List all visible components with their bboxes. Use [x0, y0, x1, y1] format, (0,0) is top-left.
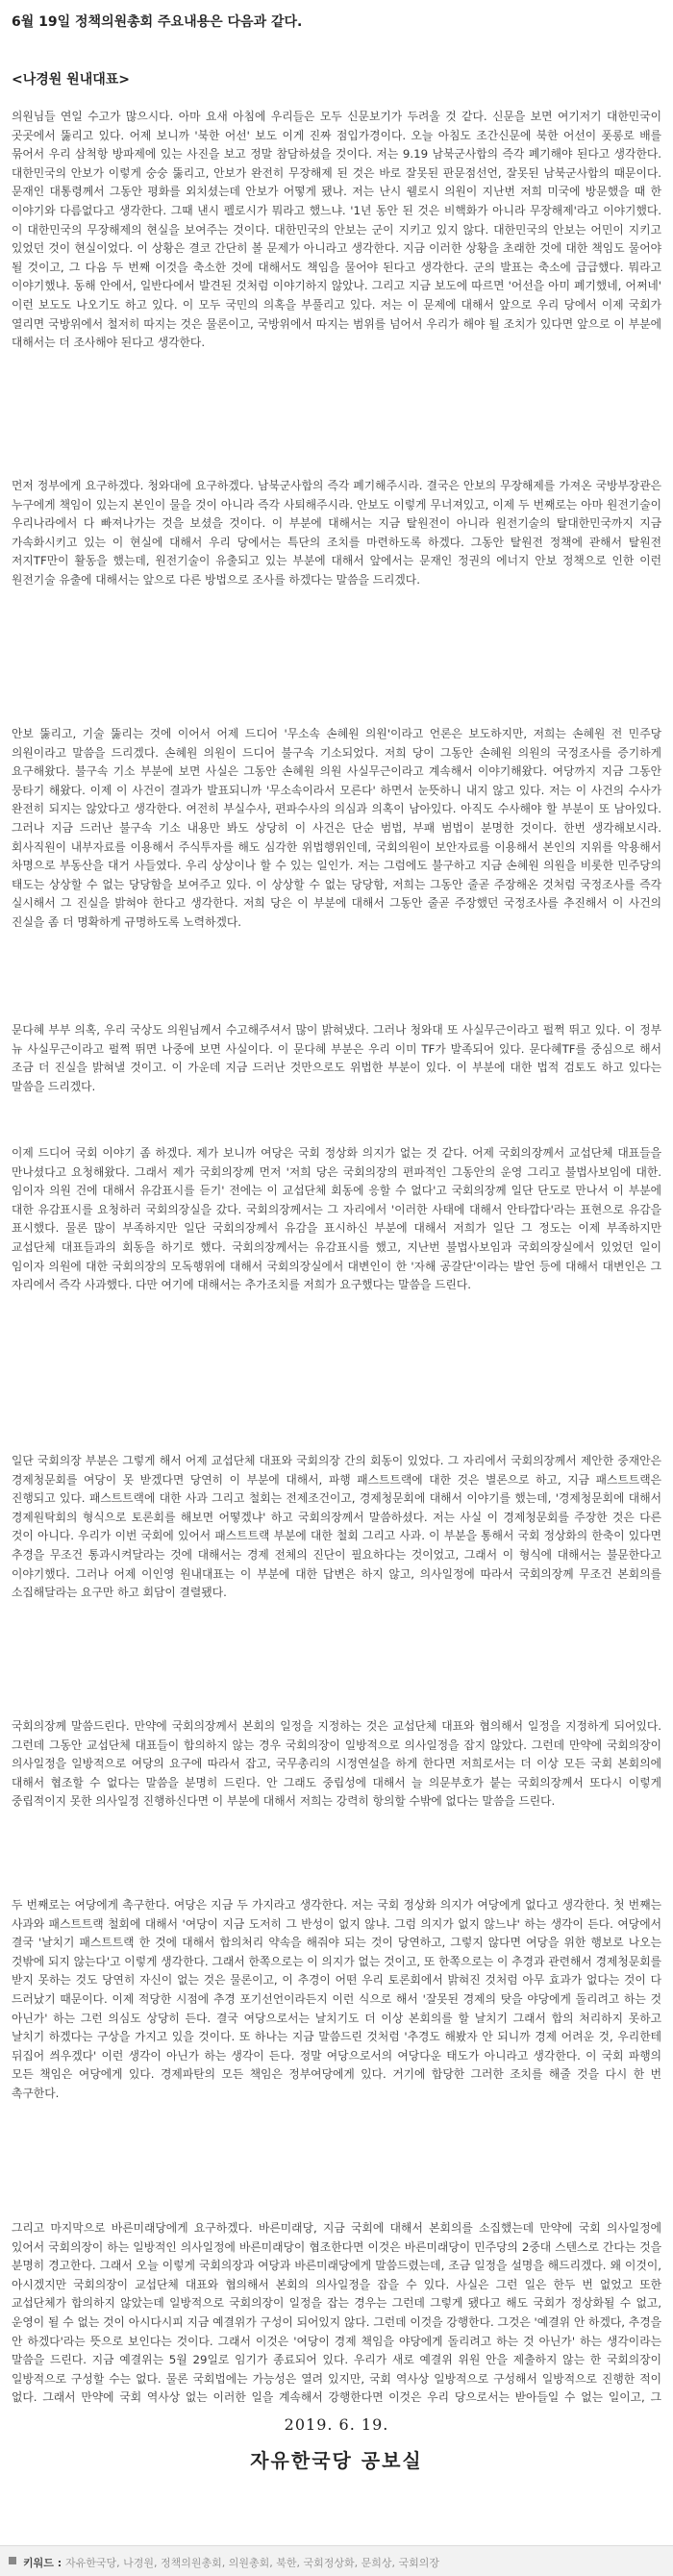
keywords-list[interactable]: 자유한국당, 나경원, 정책의원총회, 의원총회, 북한, 국회정상화, 문희상, 국회의장 [65, 2557, 439, 2569]
paragraph-7: 국회의장께 말씀드린다. 만약에 국회의장께서 본회의 일정을 지정하는 것은 교섭단체 대표와 협의해서 일정을 지정하게 되어있다. 그런데 그동안 교섭단체 대표들이 합의하지 않는 경우 국회의장이 일방적으로 의사일정을 잡지 않았다. 그런데 만약에 국회의장이 의사일정을 일방적으로 여당의 요구에 따라서 잡고, 국무총리의 시정연설을 하게 한다면 저희로서는 더 이상 모든 국회 본회의에 대해서 협조할 수 없다는 말씀을 분명히 드린다. 안 그래도 중립성에 대해서 늘 의문부호가 붙는 국회의장께서 또다시 이렇게 중립적이지 못한 의사일정 진행하신다면 이 부분에 대해서 저희는 강력히 항의할 수밖에 없다는 말씀을 드린다. [12, 1719, 661, 1809]
paragraph-4: 문다혜 부부 의혹, 우리 국상도 의원님께서 수고해주셔서 많이 밝혀냈다. 그러나 청와대 또 사실무근이라고 펄쩍 뛰고 있다. 이 정부 뉴 사실무근이라고 펄쩍 뛰면 나중에 보면 사실이다. 이 문다혜 부분은 우리 이미 TF가 발족되어 있다. 문다혜TF를 중심으로 해서 조금 더 진실을 밝혀낼 것이고. 이 가운데 지금 드러난 것만으로도 위법한 부분이 있다. 이 부분에 대한 법적 검토도 하고 있다는 말씀을 드리겠다. [12, 1023, 661, 1093]
release-date: 2019. 6. 19. [284, 2415, 389, 2434]
keyword-bar [0, 2545, 673, 2576]
speaker-title: <나경원 원내대표> [12, 72, 131, 88]
organization-name: 자유한국당 공보실 [250, 2449, 423, 2472]
tag-icon [8, 2556, 17, 2565]
paragraph-2: 먼저 정부에게 요구하겠다. 청와대에 요구하겠다. 남북군사합의 즉각 폐기해주시라. 결국은 안보의 무장해제를 가져온 국방부장관은 누구에게 책임이 있는지 본인이 물을 것이 아니라 즉각 사퇴해주시라. 안보도 이렇게 무너져있고, 이제 두 번째로는 아마 원전기술이 우리나라에서 다 빠져나가는 것을 보셨을 것이다. 이 부분에 대해서는 지금 탈원전이 아니라 원전기술의 탈대한민국까지 지금 가속화시키고 있는 이 현실에 대해서 우리 당에서는 특단의 조치를 마련하도록 하겠다. 그동안 탈원전 정책에 관해서 탈원전 저지TF만이 활동을 했는데, 원전기술이 유출되고 있는 부분에 대해서 앞에서는 문재인 정권의 에너지 안보 정책으로 인한 이런 원전기술 유출에 대해서는 앞으로 다른 방법으로 조사를 하겠다는 말씀을 드리겠다. [12, 479, 661, 587]
paragraph-8: 두 번째로는 여당에게 촉구한다. 여당은 지금 두 가지라고 생각한다. 저는 국회 정상화 의지가 여당에게 없다고 생각한다. 첫 번째는 사과와 패스트트랙 철회에 대해서 '여당이 지금 도저히 그 반성이 없지 않냐. 그럼 의지가 없지 않느냐' 하는 생각이 든다. 여당에서 결국 '날치기 패스트트랙 한 것에 대해서 합의처리 약속을 해줘야 되는 것이 당연하고, 그렇지 않다면 여당을 위한 행보로 나오는 것밖에 되지 않는다'고 이렇게 생각한다. 그래서 한쪽으로는 이 의지가 없는 것이고, 또 한쪽으로는 이 추경과 관련해서 경제청문회를 받지 못하는 것도 당연히 자신이 없는 것은 물론이고, 이 추경이 어떤 우리 토론회에서 밝혀진 것처럼 아무 효과가 없다는 것이 다 드러났기 때문이다. 이제 적당한 시점에 추경 포기선언이라든지 이런 식으로 해서 '잘못된 경제의 탓을 야당에게 돌리려고 하는 것 아닌가' 하는 그런 의심도 상당히 든다. 결국 여당으로서는 날치기도 더 이상 본회의를 할 날치기 그래서 합의 처리하지 못하고 날치기 하겠다는 구상을 가지고 있을 것이다. 또 하나는 지금 말씀드린 것처럼 '추경도 해봤자 안 되니까 경제 어려운 것, 우리한테 뒤집어 씌우겠다' 이런 생각이 아닌가 하는 생각이 든다. 정말 여당으로서의 여당다운 태도가 아니라고 생각한다. 이 국회 파행의 모든 책임은 여당에게 있다. 경제파탄의 모든 책임은 정부여당에게 있다. 거기에 합당한 그러한 조치를 해줄 것을 다시 한 번 촉구한다. [12, 1898, 661, 2100]
paragraph-3: 안보 뚫리고, 기술 뚫리는 것에 이어서 어제 드디어 '무소속 손혜원 의원'이라고 언론은 보도하지만, 저희는 손혜원 전 민주당 의원이라고 말씀을 드리겠다. 손혜원 의원이 드디어 불구속 기소되었다. 저희 당이 그동안 손혜원 의원의 국정조사를 증기하게 요구해왔다. 불구속 기소 부분에 보면 사실은 그동안 손혜원 의원 사실무근이라고 계속해서 이야기해왔다. 여당까지 지금 그동안 뭉타기 해왔다. 이제 이 사건이 결과가 발표되니까 '무소속이라서 모른다' 하면서 눈뜻하니 내지 않고 있다. 저는 이 사건의 수사가 완전히 되지는 않았다고 생각한다. 여전히 부실수사, 편파수사의 의심과 의혹이 남아있다. 아직도 수사해야 할 부분이 또 남아있다. 그러나 지금 드러난 불구속 기소 내용만 봐도 상당히 이 사건은 단순 범법, 부패 범법이 분명한 것이다. 한번 생각해보시라. 회사직원이 내부자료를 이용해서 주식투자를 해도 심각한 위법행위인데, 국회의원이 보안자료를 이용해서 본인의 지위를 악용해서 차명으로 부동산을 대거 사들였다. 우리 상상이나 할 수 있는 일인가. 저는 그럼에도 불구하고 지금 손혜원 의원을 비롯한 민주당의 태도는 상상할 수 없는 당당함을 보여주고 있다. 이 상상할 수 없는 당당함, 저희는 그동안 줄곧 주장해온 것처럼 국정조사를 즉각 실시해서 그 진실을 밝혀야 한다고 생각한다. 저희 당은 이 부분에 대해서 그동안 줄곧 주장했던 국정조사를 추진해서 이 사건의 진실을 좀 더 명확하게 규명하도록 노력하겠다. [12, 727, 661, 929]
paragraph-9: 그리고 마지막으로 바른미래당에게 요구하겠다. 바른미래당, 지금 국회에 대해서 본회의를 소집했는데 만약에 국회 의사일정에 있어서 국회의장이 하는 일방적인 의사일정에 바른미래당이 협조한다면 이것은 바른미래당이 민주당의 2중대 스텐스로 간다는 것을 분명히 경고한다. 그래서 오늘 이렇게 국회의장과 여당과 바른미래당에게 말씀드렸는데, 조금 일정을 설명을 해드리겠다. 왜 이것이, 아시겠지만 국회의장이 교섭단체 대표와 협의해서 본회의 의사일정을 잡을 수 있다. 사실은 그런 일은 한두 번 없었고 또한 교섭단체가 합의하지 않았는데 일방적으로 국회의장이 일정을 잡는 경우는 그런데 그렇게 됐다고 해도 국회가 정상화될 수 없고, 운영이 될 수 없는 것이 아시다시피 지금 예결위가 구성이 되어있지 않다. 그런데 이것을 강행한다. 그것은 '예결위 안 하겠다, 추경을 안 하겠다'라는 뜻으로 보인다는 것이다. 그래서 이것은 '여당이 경제 책임을 야당에게 돌리려고 하는 것 아닌가' 하는 생각이라는 말씀을 드린다. 지금 예결위는 5월 29일로 임기가 종료되어 있다. 우리가 새로 예결위 위원 안을 제출하지 않는 한 국회의장이 일방적으로 구성할 수는 없다. 물론 국회법에는 가능성은 열려 있지만, 국회 역사상 일방적으로 구성해서 일방적으로 진행한 적이 없다. 그래서 만약에 국회 역사상 없는 이러한 일을 계속해서 강행한다면 이것은 우리 당으로서는 받아들일 수 없는 일이고, 그 [12, 2221, 661, 2405]
paragraph-5: 이제 드디어 국회 이야기 좀 하겠다. 제가 보니까 여당은 국회 정상화 의지가 없는 것 같다. 어제 국회의장께서 교섭단체 대표들을 만나셨다고 요청해왔다. 그래서 제가 국회의장께 먼저 '저희 당은 국회의장의 편파적인 그동안의 운영 그리고 불법사보임에 대한. 임이자 의원 건에 대해서 유감표시를 듣기' 전에는 이 교섭단체 회동에 응할 수 없다'고 국회의장께 일단 단도로 만나서 이 부분에 대한 유감표시를 요청하러 국회의장실을 갔다. 국회의장께서는 그 자리에서 '이러한 사태에 대해서 안타깝다'라는 표현으로 유감을 표시했다. 물론 많이 부족하지만 일단 국회의장께서 유감을 표시하신 부분에 대해서 저희가 일단 그 정도는 이제 부족하지만 교섭단체 대표들과의 회동을 하기로 했다. 국회의장께서는 유감표시를 했고, 지난번 불법사보임과 국회의장실에서 있었던 일이 임이자 의원에 대한 국회의장의 모독행위에 대해서 국회의장실에서 대변인이 한 '자해 공갈단'이라는 발언 등에 대해서 대변인은 그 자리에서 즉각 사과했다. 다만 여기에 대해서는 추가조치를 저희가 요구했다는 말씀을 드린다. [12, 1146, 661, 1292]
paragraph-6: 일단 국회의장 부분은 그렇게 해서 어제 교섭단체 대표와 국회의장 간의 회동이 있었다. 그 자리에서 국회의장께서 제안한 중재안은 경제청문회를 여당이 못 받겠다면 당연히 이 부분에 대해서, 파행 패스트트랙에 대한 것은 별론으로 하고, 지금 패스트트랙은 진행되고 있다. 패스트트랙에 대한 사과 그리고 철회는 전제조건이고, 경제청문회에 대해서 이야기를 했는데, '경제청문회에 대해서 경제원탁회의 형식으로 토론회를 해보면 어떻겠냐' 하고 국회의장께서 말씀하셨다. 저는 사실 이 경제청문회를 주장한 것은 다른 것이 아니다. 우리가 이번 국회에 있어서 패스트트랙 부분에 대한 철회 그리고 사과. 이 부분을 통해서 국회 정상화의 한축이 있다면 추경을 무조건 통과시켜달라는 것에 대해서는 경제 전체의 진단이 필요하다는 것이었고, 그래서 이 형식에 대해서는 불문한다고 이야기했다. 그러나 어제 이인영 원내대표는 이 부분에 대한 답변은 하지 않고, 의사일정에 따라서 국회의장께 무조건 본회의를 소집해달라는 요구만 하고 회담이 결렬됐다. [12, 1454, 661, 1600]
document-header: 6월 19일 정책의원총회 주요내용은 다음과 같다. [12, 14, 303, 30]
paragraph-1: 의원님들 연일 수고가 많으시다. 아마 요새 아침에 우리들은 모두 신문보기가 두려울 것 같다. 신문을 보면 여기저기 대한민국이 곳곳에서 뚫리고 있다. 어제 보니까 '북한 어선' 보도 이게 진짜 점입가경이다. 오늘 아침도 조간신문에 북한 어선이 폿롱로 배를 묶어서 우리 삼척항 방파제에 있는 사진을 보고 정말 참담하셨을 것이다. 저는 9.19 남북군사합의 즉각 폐기해야 된다고 생각한다. 대한민국의 안보가 이렇게 숭숭 뚫리고, 안보가 완전히 무장해제 된 것은 바로 잘못된 판문점선언, 잘못된 남북군사합의 때문이다. 문재인 대통령께서 그동안 평화를 외치셨는데 안보가 어떻게 됐나. 저는 난시 웰로시 의원이 지난번 저희 미국에 방문했을 때 한 이야기와 다름없다고 생각한다. 그때 낸시 펠로시가 뭐라고 했느냐. '1년 동안 된 것은 비핵화가 아니라 무장해제'라고 이야기했다. 이 대한민국의 무장해제의 현실을 보여주는 것이다. 대한민국의 안보는 군이 지키고 있지 않다. 대한민국의 안보는 어민이 지키고 있었던 것이 현실이었다. 이 상황은 결코 간단히 볼 문제가 아니라고 생각한다. 지금 이러한 상황을 초래한 것에 대한 책임도 물어야 될 것이고, 그 다음 두 번째 이것을 축소한 것에 대해서도 책임을 물어야 된다고 생각한다. 군의 발표는 축소에 급급했다. 뭐라고 이야기했냐. 동해 안에서, 일반다에서 발견된 것처럼 이야기하지 않았나. 그리고 지금 보도에 따르면 '어선을 아미 폐기했네, 어쩌네' 이런 보도도 나오기도 하고 있다. 이 모두 국민의 의혹을 부풀리고 있다. 저는 이 문제에 대해서 앞으로 우리 당에서 이제 국회가 열리면 국방위에서 철저히 따지는 것은 물론이고, 국방위에서 따지는 범위를 넘어서 우리가 해야 될 조치가 있다면 앞으로 이 부분에 대해서는 더 조사해야 된다고 생각한다. [12, 110, 661, 350]
keywords-label: 키워드 : [23, 2557, 62, 2569]
